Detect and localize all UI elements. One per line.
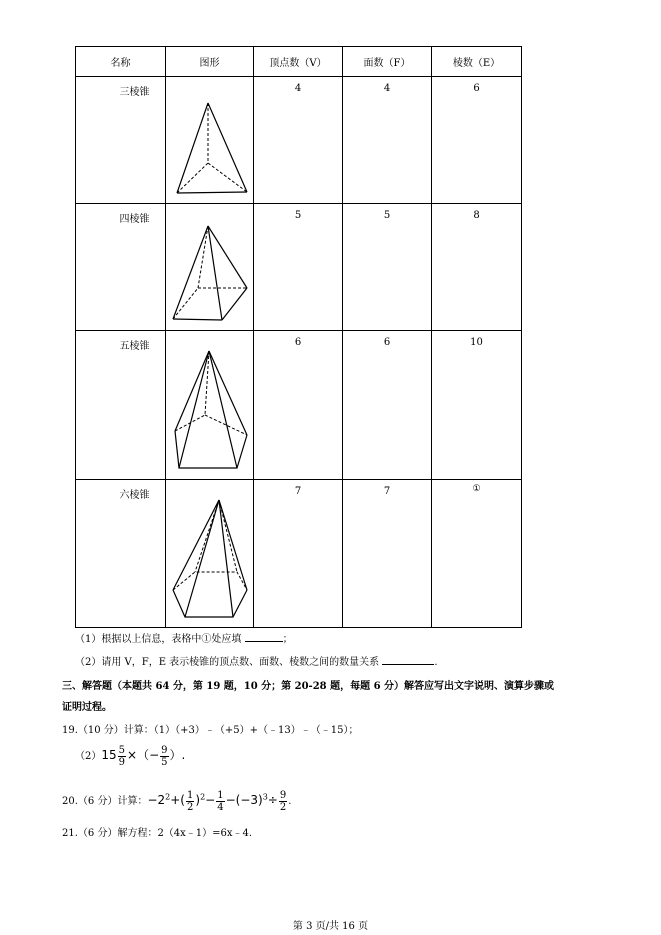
answer-blank-2[interactable] [382, 655, 434, 665]
problem-21: 21.（6 分）解方程：2（4x﹣1）=6x﹣4. [62, 828, 253, 839]
row-name: 六棱锥 [119, 490, 150, 501]
question-2: （2）请用 V，F，E 表示棱锥的顶点数、面数、棱数之间的数量关系 . [75, 657, 438, 668]
row-name: 五棱锥 [119, 341, 150, 352]
table-row [76, 480, 522, 628]
row-vertices: 4 [294, 83, 302, 94]
problem-20: 20.（6 分）计算：$-2^2+$( $\frac{1}{2}$ )$^2$− $\frac{1}{4}$ $-(-3)^3\div$ $\frac{9}{2}$ . [62, 790, 292, 813]
row-name: 三棱锥 [119, 87, 150, 98]
page-footer: 第 3 页/共 16 页 [292, 921, 369, 932]
mixed-number-fraction: $\frac{5}{9}$ [118, 745, 126, 768]
row-edges: 6 [473, 83, 480, 94]
row-vertices: 6 [294, 337, 302, 348]
row-faces: 6 [383, 337, 391, 348]
header-faces: 面数（F） [343, 47, 432, 77]
triangular-pyramid-figure [167, 77, 253, 202]
mixed-number-whole: 15 [101, 748, 117, 762]
table-row [76, 77, 522, 204]
row-vertices: 5 [294, 210, 302, 221]
row-edges-blank [432, 480, 521, 495]
circled-one-marker: ① [472, 484, 481, 494]
section-3-heading-cont: 证明过程。 [62, 702, 112, 713]
hexagonal-pyramid-figure [167, 480, 253, 626]
header-figure: 图形 [166, 47, 254, 77]
row-faces: 7 [383, 486, 391, 497]
section-3-heading: 三、解答题（本题共 64 分，第 19 题，10 分；第 20-28 题，每题 6 分）解答应写出文字说明、演算步骤或 [62, 681, 555, 692]
row-vertices: 7 [294, 486, 302, 497]
negative-fraction: $\frac{9}{5}$ [161, 745, 168, 768]
header-vertices: 顶点数（V） [254, 47, 343, 77]
answer-blank-1[interactable] [245, 632, 283, 642]
question-1: （1）根据以上信息，表格中①处应填 ； [75, 634, 293, 645]
header-edges: 棱数（E） [432, 47, 522, 77]
polyhedra-table [75, 46, 522, 628]
half-fraction: $\frac{1}{2}$ [187, 790, 194, 813]
nine-halves-fraction: $\frac{9}{2}$ [279, 790, 287, 813]
problem-19-part-1: 19.（10 分）计算：（1）（+3）﹣（+5）+（﹣13）﹣（﹣15）； [62, 725, 359, 736]
square-pyramid-figure [167, 204, 253, 329]
table-row [76, 204, 522, 331]
row-edges: 10 [470, 337, 483, 348]
row-edges: 8 [473, 210, 480, 221]
row-faces: 5 [383, 210, 391, 221]
pentagonal-pyramid-figure [167, 331, 253, 478]
table-header-row [76, 47, 522, 77]
row-faces: 4 [383, 83, 391, 94]
table-row [76, 331, 522, 480]
quarter-fraction: $\frac{1}{4}$ [217, 790, 224, 813]
row-name: 四棱锥 [119, 214, 150, 225]
problem-19-part-2: （2）15 $\frac{5}{9}$ ×（− $\frac{9}{5}$ ）. [75, 745, 186, 768]
header-name: 名称 [76, 47, 166, 77]
